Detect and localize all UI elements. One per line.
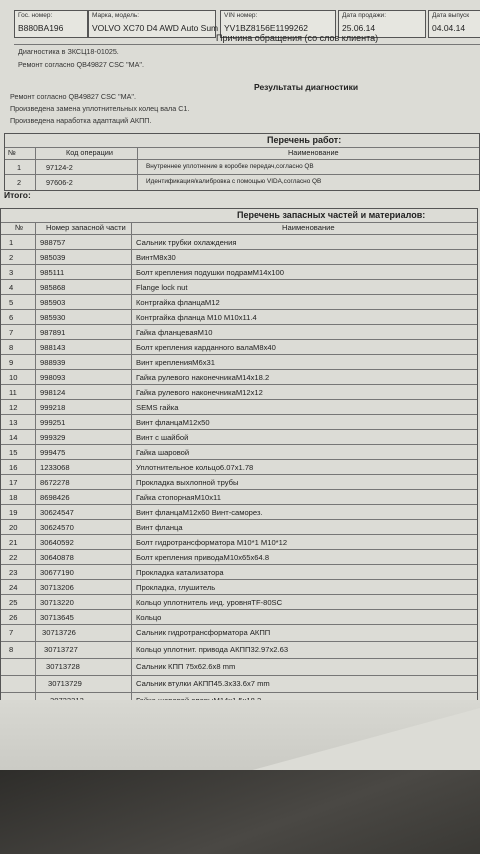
sale-label: Дата продажи: xyxy=(342,12,386,19)
parts-row-name: Гайка рулевого наконечникаM12x12 xyxy=(131,385,478,400)
parts-row xyxy=(1,489,477,505)
works-total-label: Итого: xyxy=(4,190,31,200)
works-row-code: 97124-2 xyxy=(35,160,138,174)
diagnostics-title: Результаты диагностики xyxy=(254,82,359,92)
works-row-name: Внутреннее уплотнение в коробке передач,согласно QB xyxy=(137,160,480,174)
parts-row-no: 1 xyxy=(9,238,14,247)
works-row-no: 2 xyxy=(17,178,22,187)
works-col-code: Код операции xyxy=(35,148,138,159)
paper-fold xyxy=(0,700,480,770)
parts-row xyxy=(1,444,477,460)
parts-row-name: Прокладка выхлопной трубы xyxy=(131,475,478,490)
reason-line-1: Диагностика в ЗКСЦ18-01025. xyxy=(18,47,119,56)
parts-row-name: ВинтM8x30 xyxy=(131,250,478,265)
parts-row-no: 23 xyxy=(9,568,18,577)
parts-row-name: Сальник КПП 75x62.6x8 mm xyxy=(131,659,478,676)
release-value: 04.04.14 xyxy=(432,23,466,33)
works-row-no: 1 xyxy=(17,163,22,172)
parts-row xyxy=(1,339,477,355)
parts-row-part: 30713206 xyxy=(35,580,132,595)
works-table xyxy=(4,133,480,191)
parts-row xyxy=(1,609,477,625)
parts-row-name: Flange lock nut xyxy=(131,280,478,295)
parts-row xyxy=(1,549,477,565)
parts-row xyxy=(1,264,477,280)
parts-row-name: Контргайка фланцаM12 xyxy=(131,295,478,310)
parts-row-name: Кольцо уплотнит. привода АКПП32.97x2.63 xyxy=(131,642,478,659)
parts-row xyxy=(1,675,477,693)
parts-row-no: 7 xyxy=(9,628,14,637)
parts-row-part: 998093 xyxy=(35,370,132,385)
parts-row-part: 30713220 xyxy=(35,595,132,610)
parts-row-no: 9 xyxy=(9,358,14,367)
parts-row-no: 14 xyxy=(9,433,18,442)
works-row-2 xyxy=(5,174,479,190)
parts-row xyxy=(1,474,477,490)
parts-row xyxy=(1,384,477,400)
parts-row-part: 988939 xyxy=(35,355,132,370)
parts-row-part: 30713728 xyxy=(35,659,132,676)
diagnostics-line-1: Ремонт согласно QB49827 CSC "MA". xyxy=(10,92,136,101)
parts-row-no: 7 xyxy=(9,328,14,337)
works-header-row xyxy=(5,147,479,159)
model-cell xyxy=(88,10,219,38)
vin-label: VIN номер: xyxy=(224,12,258,19)
parts-row xyxy=(1,579,477,595)
parts-row-no: 24 xyxy=(9,583,18,592)
parts-row-no: 17 xyxy=(9,478,18,487)
works-title-row xyxy=(5,134,479,146)
parts-row-name: Сальник втулки АКПП45.3x33.6x7 mm xyxy=(131,676,478,693)
parts-row-part: 985111 xyxy=(35,265,132,280)
parts-row-part: 985930 xyxy=(35,310,132,325)
parts-row-no xyxy=(1,676,35,693)
works-row-name: Идентификация/калибровка с помощью VIDA,согласно QB xyxy=(137,175,480,190)
parts-row xyxy=(1,354,477,370)
parts-row-no: 26 xyxy=(9,613,18,622)
parts-row-no: 12 xyxy=(9,403,18,412)
parts-row xyxy=(1,249,477,265)
parts-row-no xyxy=(1,659,35,676)
parts-row-name: Болт крепления карданного валаM8x40 xyxy=(131,340,478,355)
parts-row xyxy=(1,369,477,385)
parts-row-name: Болт гидротрансформатора M10*1 M10*12 xyxy=(131,535,478,550)
parts-title: Перечень запасных частей и материалов: xyxy=(237,210,426,220)
parts-row xyxy=(1,459,477,475)
vin-value: YV1BZ8156E1199262 xyxy=(224,23,308,33)
reason-line-2: Ремонт согласно QB49827 CSC "MA". xyxy=(18,60,144,69)
parts-row-name: Гайка рулевого наконечникаM14x18.2 xyxy=(131,370,478,385)
parts-row-no: 25 xyxy=(9,598,18,607)
model-label: Марка, модель: xyxy=(92,12,140,19)
works-row-code: 97606-2 xyxy=(35,175,138,190)
parts-row-name: Гайка фланцеваяM10 xyxy=(131,325,478,340)
parts-row-part: 30713726 xyxy=(35,625,132,642)
parts-row xyxy=(1,534,477,550)
parts-row-part: 30713729 xyxy=(35,676,132,693)
parts-row-part: 988143 xyxy=(35,340,132,355)
parts-row xyxy=(1,658,477,676)
parts-row-name: Болт крепления приводаM10x65x64.8 xyxy=(131,550,478,565)
parts-row-name: Гайка шаровой xyxy=(131,445,478,460)
parts-row-no: 8 xyxy=(9,343,14,352)
parts-row-part: 985868 xyxy=(35,280,132,295)
parts-row xyxy=(1,309,477,325)
release-label: Дата выпуск xyxy=(432,12,470,19)
parts-row-no: 22 xyxy=(9,553,18,562)
reason-divider xyxy=(14,44,480,45)
parts-row-name: Контргайка фланца M10 M10x11.4 xyxy=(131,310,478,325)
reason-title: Причина обращения (со слов клиента) xyxy=(216,33,379,43)
parts-col-name: Наименование xyxy=(131,223,478,234)
parts-row-no: 18 xyxy=(9,493,18,502)
parts-row-part: 30640878 xyxy=(35,550,132,565)
parts-row xyxy=(1,294,477,310)
diagnostics-line-2: Произведена замена уплотнительных колец вала C1. xyxy=(10,104,190,113)
diagnostics-line-3: Произведена наработка адаптаций АКПП. xyxy=(10,116,152,125)
parts-row xyxy=(1,594,477,610)
parts-row-no: 3 xyxy=(9,268,14,277)
parts-row-part: 30713645 xyxy=(35,610,132,625)
parts-row-part: 999251 xyxy=(35,415,132,430)
parts-row-no: 11 xyxy=(9,388,17,397)
parts-row-part: 30640592 xyxy=(35,535,132,550)
parts-row-part: 999475 xyxy=(35,445,132,460)
parts-row-name: Прокладка катализатора xyxy=(131,565,478,580)
parts-row-no: 2 xyxy=(9,253,14,262)
parts-row-part: 30624570 xyxy=(35,520,132,535)
sale-value: 25.06.14 xyxy=(342,23,376,33)
parts-row-no: 6 xyxy=(9,313,14,322)
parts-row-no: 13 xyxy=(9,418,18,427)
parts-row-part: 987891 xyxy=(35,325,132,340)
parts-row xyxy=(1,234,477,250)
parts-row-part: 988757 xyxy=(35,235,132,250)
background-surface xyxy=(0,770,480,854)
works-title: Перечень работ: xyxy=(267,135,342,145)
parts-row-name: Винт с шайбой xyxy=(131,430,478,445)
parts-col-part: Номер запасной части xyxy=(35,223,132,234)
parts-row-no: 4 xyxy=(9,283,14,292)
parts-row xyxy=(1,641,477,659)
release-cell xyxy=(428,10,480,38)
parts-row-part: 1233068 xyxy=(35,460,132,475)
parts-header-row xyxy=(1,222,477,234)
gos-nomer-label: Гос. номер: xyxy=(18,12,53,19)
parts-row-part: 999218 xyxy=(35,400,132,415)
parts-row-no: 15 xyxy=(9,448,18,457)
parts-row-no: 21 xyxy=(9,538,18,547)
parts-row-name: Кольцо уплотнитель инд. уровняTF-80SC xyxy=(131,595,478,610)
parts-row-name: Сальник гидротрансформатора АКПП xyxy=(131,625,478,642)
parts-row-name: Сальник трубки охлаждения xyxy=(131,235,478,250)
parts-row xyxy=(1,279,477,295)
parts-row-name: Винт фланцаM12x60 Винт-саморез. xyxy=(131,505,478,520)
parts-row-part: 985903 xyxy=(35,295,132,310)
parts-row-part: 30624547 xyxy=(35,505,132,520)
parts-row-no: 19 xyxy=(9,508,18,517)
parts-row xyxy=(1,429,477,445)
parts-row xyxy=(1,624,477,642)
parts-row-name: Винт фланцаM12x50 xyxy=(131,415,478,430)
parts-col-no: № xyxy=(15,223,24,232)
model-value: VOLVO XC70 D4 AWD Auto Sum xyxy=(92,23,219,33)
works-col-name: Наименование xyxy=(137,148,480,159)
works-col-no: № xyxy=(8,148,16,157)
parts-row xyxy=(1,564,477,580)
parts-row-part: 999329 xyxy=(35,430,132,445)
parts-row-part: 8698426 xyxy=(35,490,132,505)
parts-table xyxy=(0,208,478,702)
gos-nomer-cell xyxy=(14,10,88,38)
parts-row xyxy=(1,399,477,415)
parts-row-no: 8 xyxy=(9,645,14,654)
parts-row-name: Болт крепления подушки подрамM14x100 xyxy=(131,265,478,280)
parts-row-no: 10 xyxy=(9,373,18,382)
parts-row-no: 5 xyxy=(9,298,14,307)
parts-row-no: 16 xyxy=(9,463,18,472)
parts-row-name: Уплотнительное кольцо6.07x1.78 xyxy=(131,460,478,475)
parts-row-part: 30677190 xyxy=(35,565,132,580)
parts-row xyxy=(1,504,477,520)
parts-row xyxy=(1,324,477,340)
parts-row-part: 998124 xyxy=(35,385,132,400)
parts-row xyxy=(1,519,477,535)
parts-title-row xyxy=(1,209,477,221)
parts-row-name: SEMS гайка xyxy=(131,400,478,415)
parts-row-name: Винт фланца xyxy=(131,520,478,535)
parts-row xyxy=(1,414,477,430)
parts-row-name: Кольцо xyxy=(131,610,478,625)
works-row-1 xyxy=(5,159,479,174)
parts-row-part: 8672278 xyxy=(35,475,132,490)
parts-row-no: 20 xyxy=(9,523,18,532)
parts-row-part: 30713727 xyxy=(35,642,132,659)
parts-row-part: 985039 xyxy=(35,250,132,265)
parts-row-name: Винт крепленияM6x31 xyxy=(131,355,478,370)
parts-row-name: Прокладка, глушитель xyxy=(131,580,478,595)
gos-nomer-value: B880BA196 xyxy=(18,23,64,33)
parts-row-name: Гайка стопорнаяM10x11 xyxy=(131,490,478,505)
